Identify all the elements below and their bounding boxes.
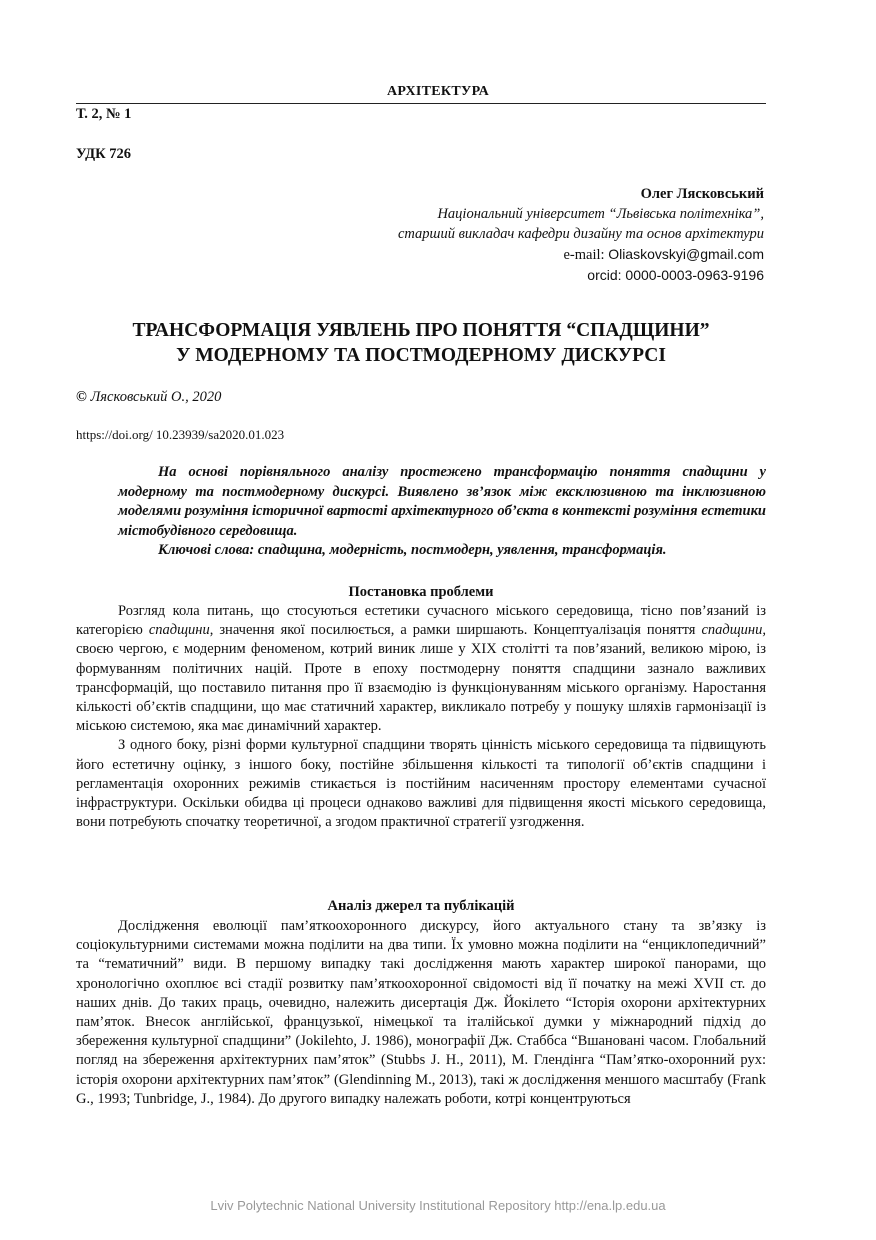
paragraph: З одного боку, різні форми культурної спадщини творять цінність міського середовища та підвищують його естетичну оцінку, з іншого боку, постійне збільшення кількості та типології об’єктів спадщини і регламентація охоронних режимів стикається із постійним насиченням простору елементами сучасної інфраструктури. Оскільки обидва ці процеси однаково важливі для підвищення якості міського середовища, вони потребують спочатку теоретичної, а згодом практичної стратегії узгодження. [76, 737, 766, 831]
copyright-holder: Лясковський О., [90, 389, 189, 405]
author-affiliation-university: Національний університет “Львівська політехніка”, [437, 206, 764, 222]
volume-number: Т. 2, № 1 [76, 106, 132, 122]
email-label: e-mail: [563, 247, 605, 263]
section-heading-sources: Аналіз джерел та публікацій [327, 898, 515, 914]
copyright-year: 2020 [192, 389, 222, 405]
copyright-line [76, 389, 221, 406]
section-sources-body [76, 917, 766, 1109]
header-divider [76, 103, 766, 104]
paragraph: Дослідження еволюції пам’яткоохоронного дискурсу, його актуального стану та зв’язку із соціокультурними системами можна поділити на два типи. Їх умовно можна поділити на “енциклопедичний” та “тематичний” види. В першому випадку такі дослідження мають характер широкої панорами, що хронологічно охоплює всі стадії розвитку пам’яткоохоронної свідомості від її початку на межі XVII ст. до наших днів. До таких праць, очевидно, належить дисертація Дж. Йокілето “Історія охорони архітектурних пам’яток. Внесок англійської, французької, німецької та італійської думки у міжнародний підхід до збереження культурної спадщини” (Jokilehto, J. 1986), монографії Дж. Стаббса “Вшановані часом. Глобальний погляд на збереження архітектурних пам’яток” (Stubbs J. H., 2011), М. Глендінга “Пам’ятко-охоронний рух: історія охорони архітектурних пам’яток” (Glendinning M., 2013), такі ж дослідження меншого масштабу (Frank G., 1993; Tunbridge, J., 1984). До другого випадку належать роботи, котрі концентруються [76, 918, 766, 1107]
udk-code [76, 146, 131, 163]
paragraph: Розгляд кола питань, що стосуються естетики сучасного міського середовища, тісно пов’язаний із категорією спадщини, значення якої посилюється, а рамки ширшають. Концептуалізація поняття спадщини, своєю чергою, є модерним феноменом, котрий виник лише у XIX столітті та пов’язаний, великою мірою, із формуванням політичних націй. Проте в епоху постмодерну поняття спадщини зазнало важливих трансформацій, що поставило питання про її взаємодію із функціонуванням міського організму. Наростання кількості об’єктів спадщини, що має статичний характер, викликало потребу у пошуку шляхів гармонізації із міською системою, яка має динамічний характер. [76, 603, 766, 735]
repository-footer: Lviv Polytechnic National University Institutional Repository http://ena.lp.edu.ua [210, 1198, 666, 1213]
author-block [398, 184, 764, 285]
journal-section-header: АРХІТЕКТУРА [386, 84, 490, 99]
author-orcid: orcid: 0000-0003-0963-9196 [587, 267, 764, 283]
paper-title [76, 318, 766, 368]
author-affiliation-position: старший викладач кафедри дизайну та основ архітектури [397, 226, 764, 242]
udk-number: 726 [109, 146, 132, 162]
section-problem-body [76, 602, 766, 832]
author-name: Олег Лясковський [640, 186, 764, 202]
keywords: Ключові слова: спадщина, модерність, постмодерн, уявлення, трансформація. [158, 542, 667, 558]
paper-title-line-2: У МОДЕРНОМУ ТА ПОСТМОДЕРНОМУ ДИСКУРСІ [176, 345, 666, 366]
copyright-symbol: © [76, 389, 87, 405]
paper-title-line-1: ТРАНСФОРМАЦІЯ УЯВЛЕНЬ ПРО ПОНЯТТЯ “СПАДЩИНИ” [132, 320, 710, 341]
author-email[interactable]: Oliaskovskyi@gmail.com [608, 246, 764, 262]
doi-link[interactable]: https://doi.org/ 10.23939/sa2020.01.023 [76, 427, 285, 442]
udk-label: УДК [76, 146, 106, 162]
abstract [118, 463, 766, 561]
author-email-line [398, 244, 764, 265]
abstract-text: На основі порівняльного аналізу простежено трансформацію поняття спадщини у модерному та постмодерному дискурсі. Виявлено зв’язок між ексклюзивною та інклюзивною моделями розуміння історичної вартості архітектурного об’єкта в контексті розуміння естетики містобудівного середовища. [118, 464, 766, 539]
section-heading-problem: Постановка проблеми [348, 584, 494, 600]
